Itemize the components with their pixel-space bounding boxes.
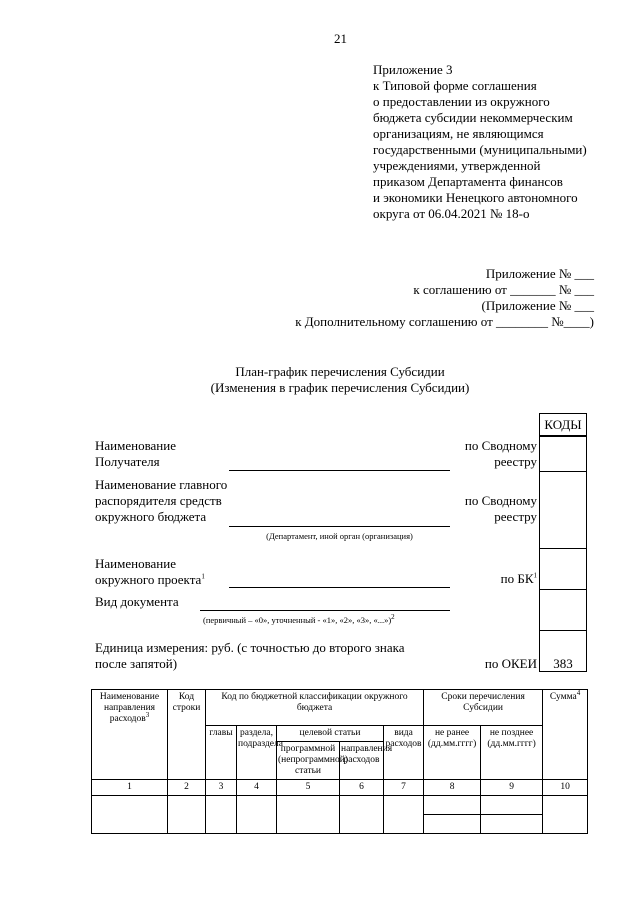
column-number: 3 xyxy=(206,780,237,796)
appendix-header-line: приказом Департамента финансов xyxy=(373,174,563,189)
project-label-line: Наименование xyxy=(95,556,176,571)
appendix-header-line: бюджета субсидии некоммерческим xyxy=(373,110,573,125)
table-cell[interactable] xyxy=(168,796,206,834)
manager-input-line xyxy=(229,526,450,527)
col-header-vid: вида расходов xyxy=(384,726,424,780)
table-cell[interactable] xyxy=(481,815,543,834)
project-label-line: окружного проекта xyxy=(95,572,202,587)
page-number: 21 xyxy=(334,31,347,46)
table-header-row xyxy=(92,690,588,726)
footnote-mark: 1 xyxy=(201,572,205,581)
recipient-label-line: Получателя xyxy=(95,454,160,469)
recipient-label-line: Наименование xyxy=(95,438,176,453)
column-number: 1 xyxy=(92,780,168,796)
column-number: 5 xyxy=(277,780,340,796)
code-cell-doc-type xyxy=(539,589,587,631)
appendix-header-line: Приложение 3 xyxy=(373,62,453,77)
appendix-header-line: округа от 06.04.2021 № 18-о xyxy=(373,206,530,221)
col-header-sum xyxy=(543,690,588,780)
col-header-glava: главы xyxy=(206,726,237,780)
title-line-2: (Изменения в график перечисления Субсидии) xyxy=(210,380,470,395)
doc-type-input-line xyxy=(200,610,450,611)
column-number: 8 xyxy=(424,780,481,796)
codes-header: КОДЫ xyxy=(539,413,587,436)
unit-label-line: Единица измерения: руб. (с точностью до второго знака xyxy=(95,640,405,655)
column-number: 7 xyxy=(384,780,424,796)
col-header-bk: Код по бюджетной классификации окружного бюджета xyxy=(206,690,424,726)
table-cell[interactable] xyxy=(340,796,384,834)
manager-label-line: Наименование главного xyxy=(95,477,228,492)
table-cell[interactable] xyxy=(481,796,543,815)
disbursement-table xyxy=(91,689,588,834)
document-title xyxy=(120,364,560,396)
code-cell-recipient xyxy=(539,436,587,472)
table-cell[interactable] xyxy=(237,796,277,834)
doc-type-label: Вид документа xyxy=(95,594,179,609)
col-header-not-later: не позднее (дд.мм.гггг) xyxy=(481,726,543,780)
project-code-text: по БК xyxy=(500,571,534,586)
footnote-mark: 3 xyxy=(145,710,150,719)
col-header-program: программной (непрограммной) статьи xyxy=(277,742,340,780)
appendix-ref-line: к Дополнительному соглашению от ________ №____) xyxy=(295,314,594,329)
table-cell[interactable] xyxy=(543,796,588,834)
table-cell[interactable] xyxy=(92,796,168,834)
unit-code-label: по ОКЕИ xyxy=(484,656,537,671)
manager-code-line: реестру xyxy=(494,509,537,524)
unit-label xyxy=(95,640,405,672)
table-cell[interactable] xyxy=(206,796,237,834)
col-header-razdel: раздела, подраздела xyxy=(237,726,277,780)
appendix-reference xyxy=(194,266,594,330)
recipient-input-line xyxy=(229,470,450,471)
col-header-target: целевой статьи xyxy=(277,726,384,742)
manager-code-line: по Сводному xyxy=(464,493,537,508)
col-header-name-text: Наименование направления расходов xyxy=(99,692,160,724)
doc-type-hint xyxy=(203,615,395,625)
col-header-sum-text: Сумма xyxy=(549,692,577,702)
recipient-code-line: реестру xyxy=(494,454,537,469)
column-number: 2 xyxy=(168,780,206,796)
column-number: 9 xyxy=(481,780,543,796)
manager-code-label xyxy=(465,493,537,525)
table-row xyxy=(92,796,588,815)
unit-label-line: после запятой) xyxy=(95,656,178,671)
column-number: 10 xyxy=(543,780,588,796)
table-cell[interactable] xyxy=(384,796,424,834)
appendix-header-line: учреждениями, утвержденной xyxy=(373,158,541,173)
code-cell-project xyxy=(539,548,587,590)
project-code-label xyxy=(501,571,537,587)
col-header-not-earlier: не ранее (дд.мм.гггг) xyxy=(424,726,481,780)
column-number: 6 xyxy=(340,780,384,796)
col-header-direction: направления расходов xyxy=(340,742,384,780)
manager-label xyxy=(95,477,227,525)
manager-hint: (Департамент, иной орган (организация) xyxy=(266,531,413,541)
appendix-header-line: организациям, не являющимся xyxy=(373,126,544,141)
appendix-header xyxy=(373,62,613,222)
appendix-header-line: о предоставлении из окружного xyxy=(373,94,550,109)
table-cell[interactable] xyxy=(277,796,340,834)
code-cell-okei: 383 xyxy=(539,630,587,672)
appendix-ref-line: к соглашению от _______ № ___ xyxy=(413,282,594,297)
appendix-header-line: и экономики Ненецкого автономного xyxy=(373,190,578,205)
table-cell[interactable] xyxy=(424,796,481,815)
appendix-ref-line: (Приложение № ___ xyxy=(481,298,594,313)
manager-label-line: распорядителя средств xyxy=(95,493,222,508)
col-header-terms: Сроки перечисления Субсидии xyxy=(424,690,543,726)
footnote-mark: 1 xyxy=(533,571,537,580)
code-cell-manager xyxy=(539,471,587,549)
project-input-line xyxy=(229,587,450,588)
appendix-ref-line: Приложение № ___ xyxy=(485,266,594,281)
column-numbers-row xyxy=(92,780,588,796)
appendix-header-line: к Типовой форме соглашения xyxy=(373,78,537,93)
footnote-mark: 2 xyxy=(391,613,395,622)
col-header-code: Код строки xyxy=(168,690,206,780)
doc-type-hint-text: (первичный – «0», уточненный - «1», «2», «3», «...») xyxy=(203,615,392,625)
footnote-mark: 4 xyxy=(576,688,581,697)
project-label xyxy=(95,556,205,588)
col-header-name xyxy=(92,690,168,780)
recipient-code-line: по Сводному xyxy=(464,438,537,453)
manager-label-line: окружного бюджета xyxy=(95,509,207,524)
title-line-1: План-график перечисления Субсидии xyxy=(235,364,445,379)
recipient-label xyxy=(95,438,176,470)
column-number: 4 xyxy=(237,780,277,796)
table-cell[interactable] xyxy=(424,815,481,834)
recipient-code-label xyxy=(465,438,537,470)
appendix-header-line: государственными (муниципальными) xyxy=(373,142,587,157)
